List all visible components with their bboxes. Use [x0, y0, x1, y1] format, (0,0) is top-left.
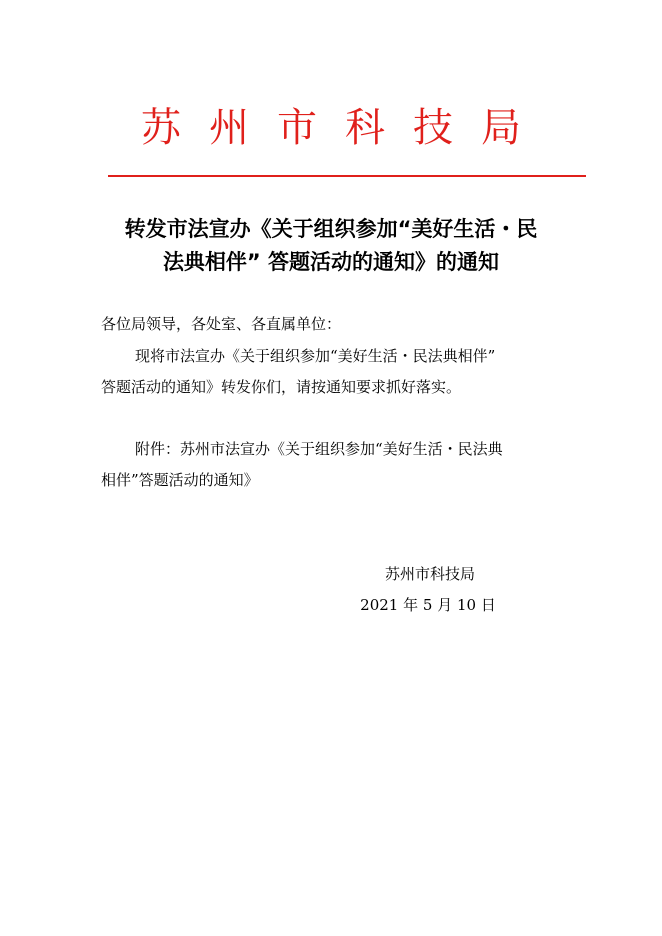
- document-title-line-1: 转发市法宣办《关于组织参加“美好生活・民: [124, 217, 538, 241]
- signature-organization: 苏州市科技局: [384, 565, 475, 583]
- attachment-line-2: 相伴”答题活动的通知》: [101, 471, 259, 489]
- body-paragraph-line-1: 现将市法宣办《关于组织参加“美好生活・民法典相伴”: [135, 347, 496, 365]
- salutation: 各位局领导，各处室、各直属单位：: [101, 315, 342, 333]
- document-title-line-2: 法典相伴” 答题活动的通知》的通知: [162, 250, 500, 274]
- body-paragraph-line-2: 答题活动的通知》转发你们，请按通知要求抓好落实。: [101, 378, 462, 396]
- signature-date: 2021 年 5 月 10 日: [360, 596, 496, 614]
- red-divider-line: [108, 175, 586, 177]
- document-title: [70, 213, 592, 279]
- attachment-line-1: 附件：苏州市法宣办《关于组织参加“美好生活・民法典: [135, 440, 503, 458]
- organization-header: 苏州市科技局: [141, 105, 549, 151]
